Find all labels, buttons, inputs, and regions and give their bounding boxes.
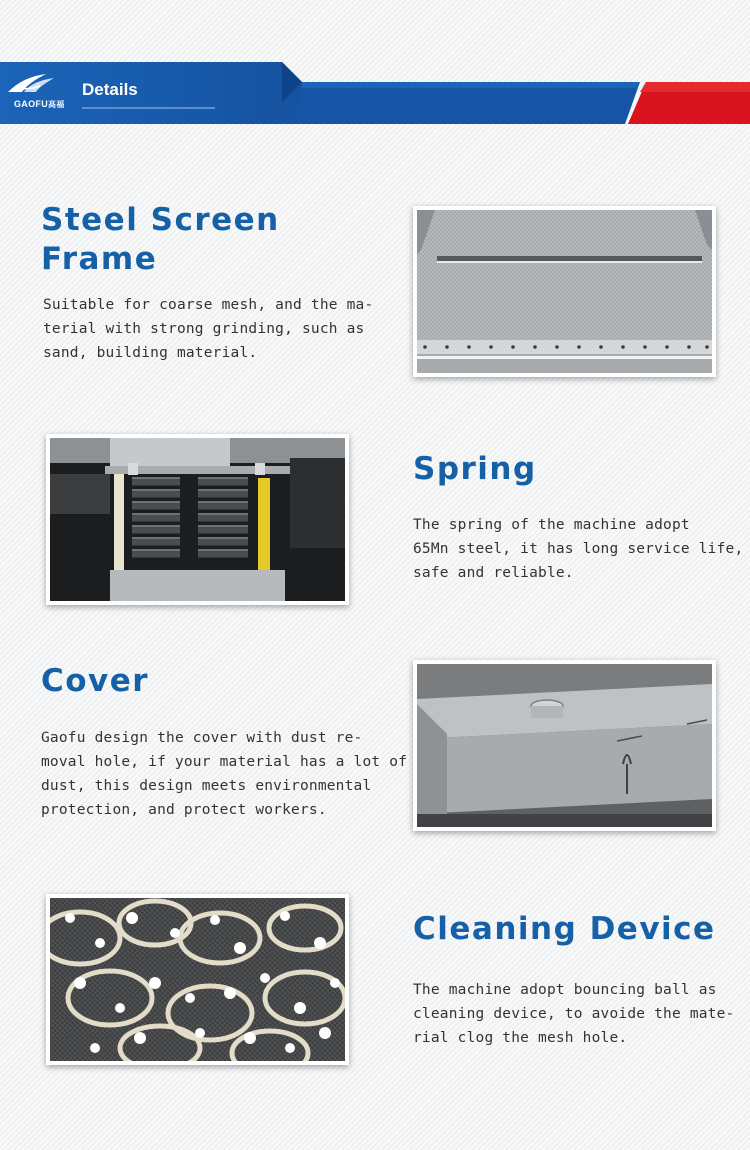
cover-title: Cover	[41, 663, 150, 699]
steel-screen-frame-description: Suitable for coarse mesh, and the ma- terial with strong grinding, such as sand, building material.	[43, 297, 374, 361]
cleaning-device-description: The machine adopt bouncing ball as cleaning device, to avoide the mate- rial clog the mesh hole.	[413, 982, 735, 1046]
spring-title: Spring	[413, 451, 537, 487]
steel-screen-frame-title: Steel Screen Frame	[41, 202, 280, 277]
cleaning-device-photo	[46, 894, 349, 1065]
cover-description: Gaofu design the cover with dust re- moval hole, if your material has a lot of dust, this design meets environmental protection, and protect workers.	[41, 730, 408, 818]
spring-description: The spring of the machine adopt 65Mn steel, it has long service life, safe and reliable.	[413, 517, 744, 581]
spring-photo	[46, 434, 349, 605]
brand-name: GAOFU高福	[14, 99, 65, 109]
details-banner	[0, 62, 750, 124]
cover-photo	[413, 660, 716, 831]
cleaning-device-title: Cleaning Device	[413, 911, 716, 947]
steel-screen-frame-photo	[413, 206, 716, 377]
banner-title: Details	[82, 80, 138, 99]
